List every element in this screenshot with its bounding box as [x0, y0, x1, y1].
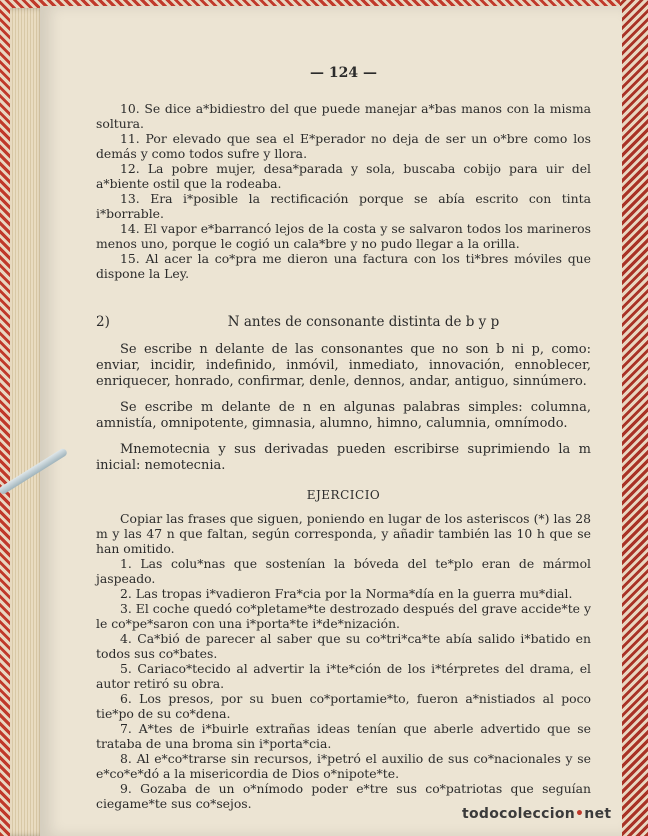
- section-number: 2): [96, 314, 110, 330]
- watermark-logo: [462, 806, 611, 822]
- watermark-dot: •: [575, 806, 585, 822]
- exercise-item: 14. El vapor e*barrancó lejos de la costa y se salvaron todos los marineros menos uno, porque le cogió un cala*bre y no pudo llegar a la orilla.: [96, 221, 591, 251]
- page-number: — 124 —: [310, 65, 377, 81]
- exercise-item: 9. Gozaba de un o*nímodo poder e*tre sus co*patriotas que seguían ciegame*te sus co*sejos.: [96, 781, 591, 811]
- watermark-brand: todocoleccion: [462, 806, 576, 822]
- rule-paragraph: Se escribe n delante de las consonantes que no son b ni p, como: enviar, incidir, indefinido, inmóvil, inmediato, innovación, ennoblecer, enriquecer, honrado, confirmar, denle, dennos, andar, antiguo, sinnúmero.: [96, 342, 591, 389]
- exercise-heading: EJERCICIO: [306, 488, 381, 502]
- exercise-item: 10. Se dice a*bidiestro del que puede manejar a*bas manos con la misma soltura.: [96, 101, 591, 131]
- page-content: [96, 66, 591, 811]
- exercise-item: 1. Las colu*nas que sostenían la bóveda del te*plo eran de mármol jaspeado.: [96, 556, 591, 586]
- exercise-intro: Copiar las frases que siguen, poniendo en lugar de los asteriscos (*) las 28 m y las 47 n que faltan, según corresponda, y añadir también las 10 h que se han omitido.: [96, 511, 591, 556]
- rule-paragraph: Mnemotecnia y sus derivadas pueden escribirse suprimiendo la m inicial: nemotecnia.: [96, 442, 591, 473]
- exercise-item: 12. La pobre mujer, desa*parada y sola, buscaba cobijo para uir del a*biente ostil que la rodeaba.: [96, 161, 591, 191]
- exercise-item: 7. A*tes de i*buirle extrañas ideas tenían que aberle advertido que se trataba de una broma sin i*porta*cia.: [96, 721, 591, 751]
- watermark-tld: net: [584, 806, 612, 822]
- section-title: N antes de consonante distinta de b y p: [227, 314, 500, 330]
- exercise-item: 11. Por elevado que sea el E*perador no deja de ser un o*bre como los demás y como todos sufre y llora.: [96, 131, 591, 161]
- exercise-item: 5. Cariaco*tecido al advertir la i*te*ción de los i*térpretes del drama, el autor retiró su obra.: [96, 661, 591, 691]
- exercise-item: 15. Al acer la co*pra me dieron una factura con los ti*bres móviles que dispone la Ley.: [96, 251, 591, 281]
- exercise-list-top: [96, 101, 591, 281]
- right-cover-edge: [620, 0, 648, 836]
- exercise-item: 6. Los presos, por su buen co*portamie*to, fueron a*nistiados al poco tie*po de su co*dena.: [96, 691, 591, 721]
- exercise-item: 13. Era i*posible la rectificación porque se abía escrito con tinta i*borrable.: [96, 191, 591, 221]
- exercise-list-bottom: [96, 556, 591, 811]
- rule-paragraph: Se escribe m delante de n en algunas palabras simples: columna, amnistía, omnipotente, gimnasia, alumno, himno, calumnia, omnímodo.: [96, 400, 591, 431]
- exercise-item: 3. El coche quedó co*pletame*te destrozado después del grave accide*te y le co*pe*saron con una i*porta*te i*de*nización.: [96, 601, 591, 631]
- section-heading: [96, 315, 591, 330]
- exercise-item: 2. Las tropas i*vadieron Fra*cia por la Norma*día en la guerra mu*dial.: [120, 586, 573, 601]
- exercise-item: 8. Al e*co*trarse sin recursos, i*petró el auxilio de sus co*nacionales y se e*co*e*dó a la misericordia de Dios o*nipote*te.: [96, 751, 591, 781]
- exercise-item: 4. Ca*bió de parecer al saber que su co*tri*ca*te abía salido i*batido en todos sus co*bates.: [96, 631, 591, 661]
